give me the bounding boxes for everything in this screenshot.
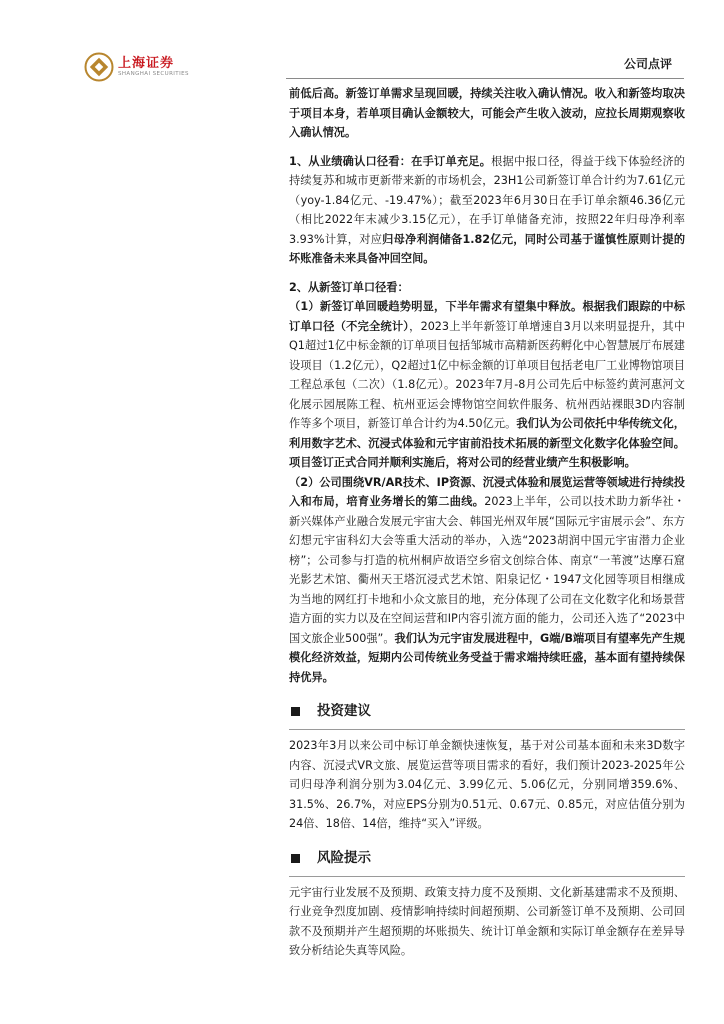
shanghai-securities-logo-icon <box>84 52 114 82</box>
document-type-label: 公司点评 <box>623 57 672 71</box>
logo-chinese-name: 上海证券 <box>118 56 175 71</box>
performance-paragraph <box>289 152 685 269</box>
report-body <box>289 84 685 961</box>
investment-section-header <box>289 699 685 725</box>
performance-lead: 1、从业绩确认口径看：在手订单充足。 <box>289 154 492 168</box>
investment-section-divider <box>289 729 685 730</box>
risk-section-header <box>289 846 685 872</box>
risk-section-title: 风险提示 <box>317 849 371 866</box>
order-trend-lead: （1）新签订单回暖趋势明显，下半年需求有望集中释放。根据我们跟踪的中标订单口径（不完全统计） <box>289 300 685 333</box>
investment-paragraph: 2023年3月以来公司中标订单金额快速恢复，基于对公司基本面和未来3D数字内容、沉浸式VR文旅、展览运营等项目需求的看好，我们预计2023-2025年公司归母净利润分别为3.04亿元、3.99亿元、5.06亿元，分别同增359.6%、31.5%、26.7%，对应EPS分别为0.51元、0.67元、0.85元，对应估值分别为24倍、18倍、14倍，维持“买入”评级。 <box>289 739 685 830</box>
square-bullet-icon <box>291 854 300 863</box>
risk-paragraph: 元宇宙行业发展不及预期、政策支持力度不及预期、文化新基建需求不及预期、行业竞争烈度加剧、疫情影响持续时间超预期、公司新签订单不及预期、公司回款不及预期并产生超预期的坏账损失、统计订单金额和实际订单金额存在差异导致分析结论失真等风险。 <box>289 885 685 957</box>
performance-body: 根据中报口径，得益于线下体验经济的持续复苏和城市更新带来新的市场机会，23H1公司新签订单合计约为7.61亿元（yoy-1.84亿元、-19.47%）；截至2023年6月30日在手订单余额46.36亿元（相比2022年末减少3.15亿元），在手订单储备充沛，按照22年归母净利率3.93%计算，对应 <box>289 154 685 246</box>
second-curve-paragraph <box>289 473 685 688</box>
intro-paragraph: 前低后高。新签订单需求呈现回暖，持续关注收入确认情况。收入和新签均取决于项目本身，若单项目确认金额较大，可能会产生收入波动，应拉长周期观察收入确认情况。 <box>289 87 685 139</box>
second-curve-body: 2023上半年，公司以技术助力新华社・新兴媒体产业融合发展元宇宙大会、韩国光州双年展“国际元宇宙展示会”、东方幻想元宇宙科幻大会等重大活动的举办，入选“2023胡润中国元宇宙潜力企业榜”；公司参与打造的杭州桐庐故语空乡宿文创综合体、南京“一苇渡”达摩石窟光影艺术馆、衢州天王塔沉浸式艺术馆、阳泉记忆・1947文化园等项目相继成为当地的网红打卡地和小众文旅目的地，充分体现了公司在文化数字化和场景营造方面的实力以及在空间运营和IP内容引流方面的能力，公司还入选了“2023中国文旅企业500强”。 <box>289 495 685 645</box>
second-curve-lead: （2）公司围绕VR/AR技术、IP资源、沉浸式体验和展览运营等领域进行持续投入和布局，培育业务增长的第二曲线。 <box>289 475 685 508</box>
header-divider <box>286 78 684 79</box>
new-orders-heading: 2、从新签订单口径看： <box>289 280 409 294</box>
brand-logo <box>84 52 189 82</box>
risk-section-divider <box>289 876 685 877</box>
performance-conclusion: 归母净利润储备1.82亿元，同时公司基于谨慎性原则计提的坏账准备未来具备冲回空间。 <box>289 232 686 265</box>
order-trend-conclusion: 我们认为公司依托中华传统文化，利用数字艺术、沉浸式体验和元宇宙前沿技术拓展的新型文化数字化体验空间。项目签订正式合同并顺利实施后，将对公司的经营业绩产生积极影响。 <box>289 417 685 469</box>
logo-english-name: SHANGHAI SECURITIES <box>118 71 189 77</box>
order-trend-paragraph <box>289 297 685 473</box>
investment-section-title: 投资建议 <box>317 703 371 719</box>
page-header <box>0 0 724 82</box>
second-curve-conclusion: 我们认为元宇宙发展进程中，G端/B端项目有望率先产生规模化经济效益，短期内公司传统业务受益于需求端持续旺盛，基本面有望持续保持优异。 <box>289 631 685 684</box>
square-bullet-icon <box>291 707 300 716</box>
order-trend-body: ，2023上半年新签订单增速自3月以来明显提升，其中Q1超过1亿中标金额的订单项目包括邹城市高精新医药孵化中心智慧展厅布展建设项目（1.2亿元），Q2超过1亿中标金额的订单项目包括老电厂工业博物馆项目工程总承包（二次）（1.8亿元）。2023年7月-8月公司先后中标签约黄河惠河文化展示园展陈工程、杭州亚运会博物馆空间软件服务、杭州西站裸眼3D内容制作等多个项目，新签订单合计约为4.50亿元。 <box>289 319 686 430</box>
